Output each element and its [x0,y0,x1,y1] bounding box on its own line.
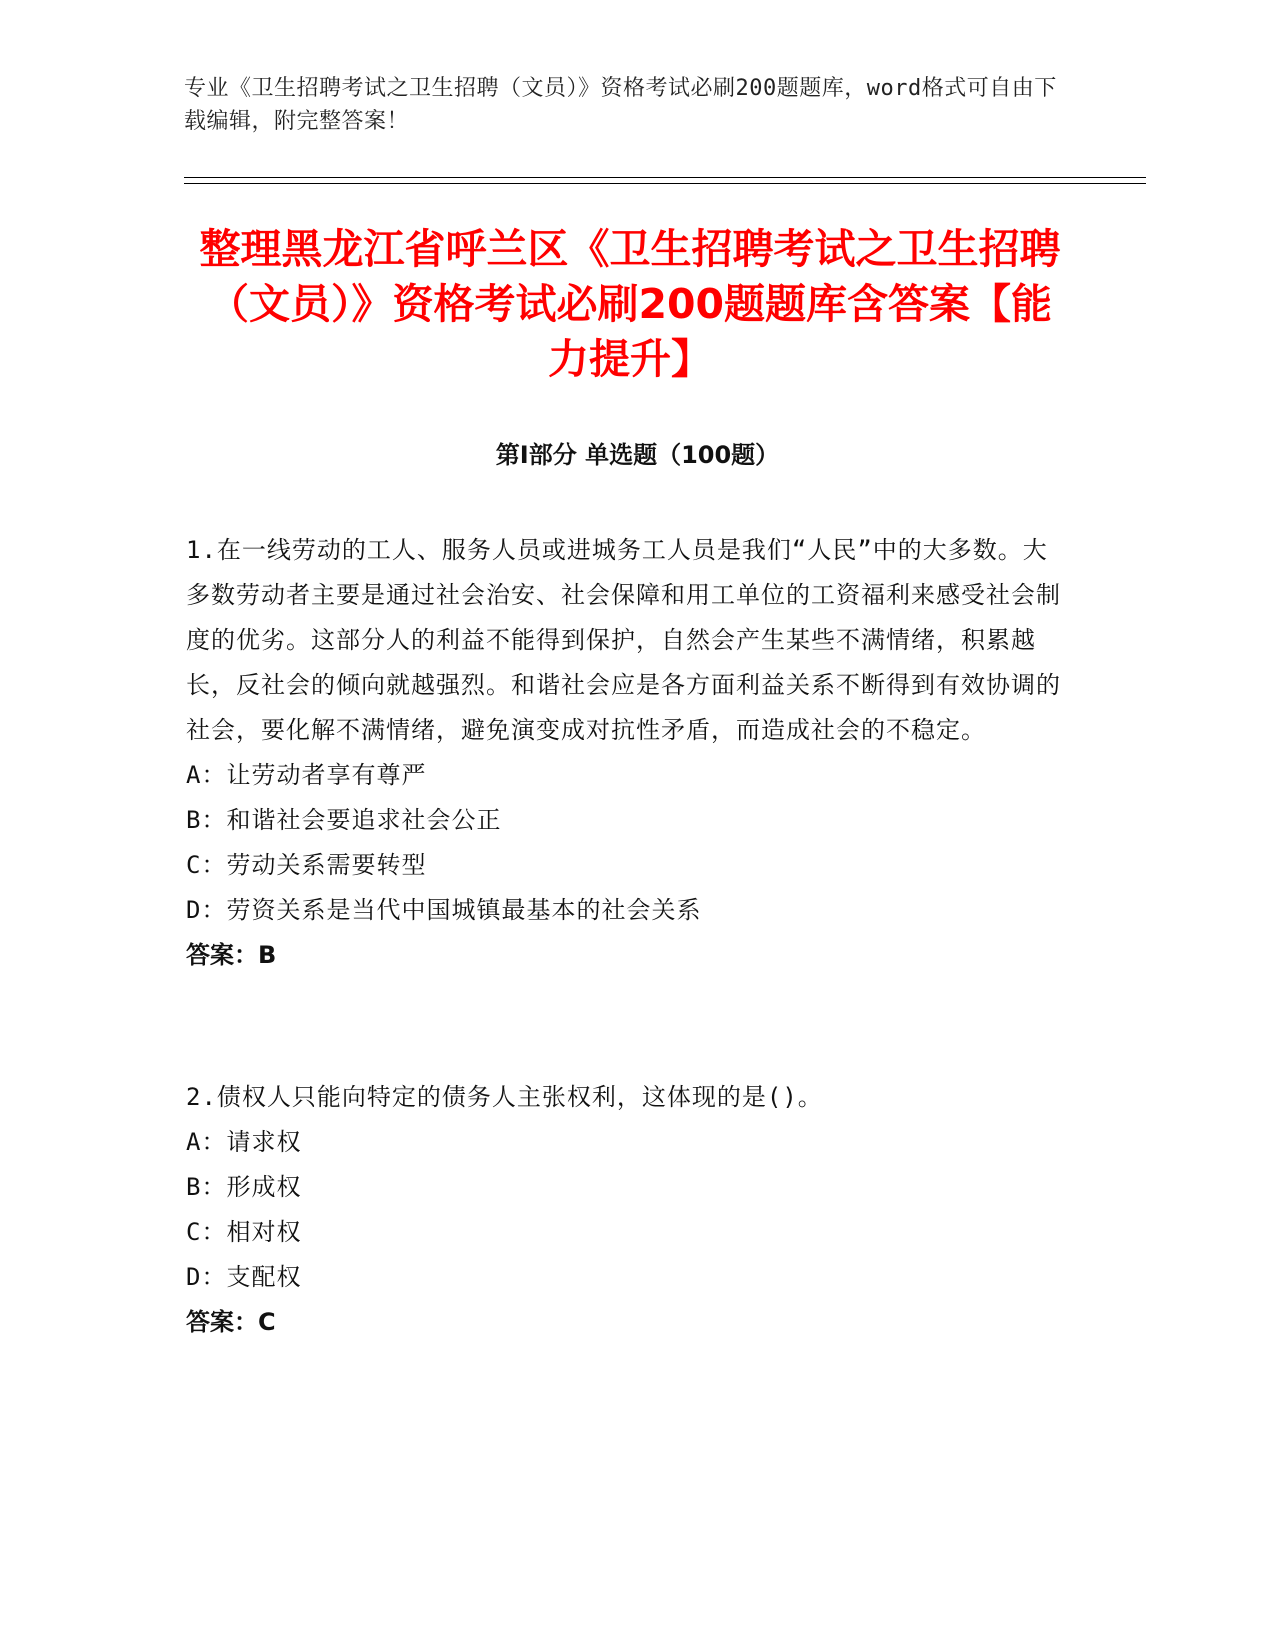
option-a: A：请求权 [186,1128,302,1156]
question-stem: 2.债权人只能向特定的债务人主张权利，这体现的是()。 [186,1083,823,1111]
question-2 [186,1075,1061,1345]
option-a: A：让劳动者享有尊严 [186,761,427,789]
header-note: 专业《卫生招聘考试之卫生招聘（文员）》资格考试必刷200题题库，word格式可自由下载编辑，附完整答案！ [184,76,1057,134]
option-c: C：相对权 [186,1218,302,1246]
header-divider [184,177,1146,178]
section-heading: 第I部分 单选题（100题） [495,441,780,469]
option-b: B：和谐社会要追求社会公正 [186,806,502,834]
question-1 [186,528,1061,978]
answer: 答案：C [186,1308,276,1336]
header-divider-double [184,183,1146,184]
option-d: D：劳资关系是当代中国城镇最基本的社会关系 [186,896,702,924]
document-title: 整理黑龙江省呼兰区《卫生招聘考试之卫生招聘（文员）》资格考试必刷200题题库含答案【能力提升】 [199,225,1061,383]
option-b: B：形成权 [186,1173,302,1201]
option-c: C：劳动关系需要转型 [186,851,427,879]
question-stem: 1.在一线劳动的工人、服务人员或进城务工人员是我们“人民”中的大多数。大多数劳动者主要是通过社会治安、社会保障和用工单位的工资福利来感受社会制度的优劣。这部分人的利益不能得到保护，自然会产生某些不满情绪，积累越长，反社会的倾向就越强烈。和谐社会应是各方面利益关系不断得到有效协调的社会，要化解不满情绪，避免演变成对抗性矛盾，而造成社会的不稳定。 [186,536,1061,744]
option-d: D：支配权 [186,1263,302,1291]
answer: 答案：B [186,941,277,969]
